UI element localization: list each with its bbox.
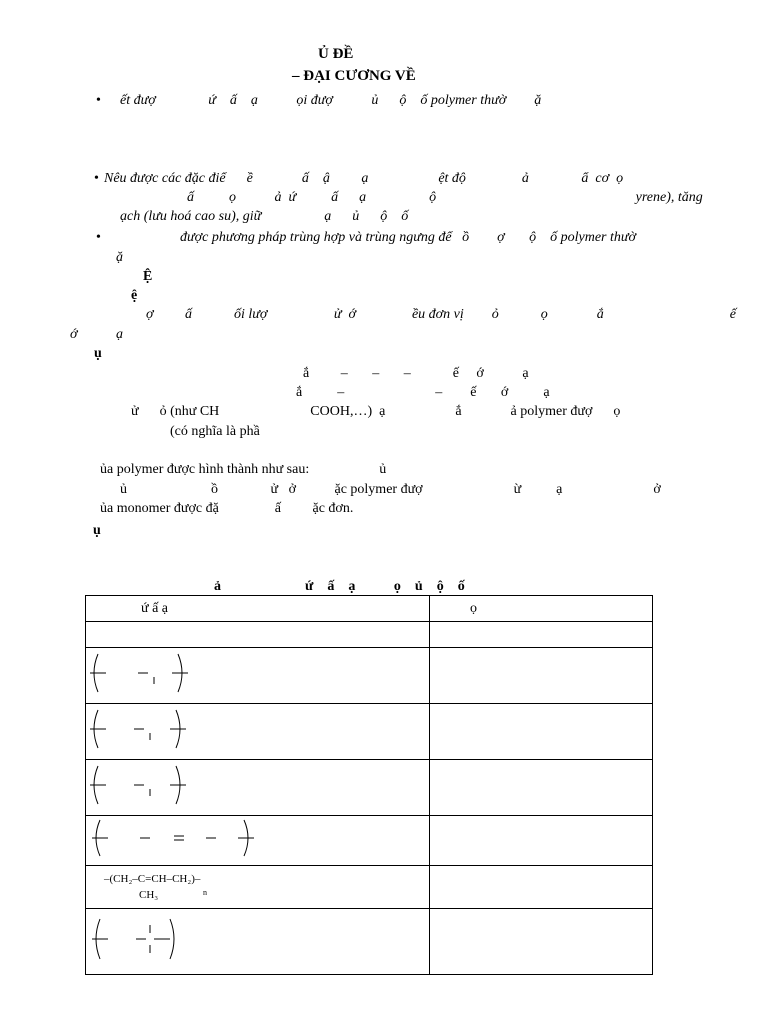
table-cell xyxy=(430,622,653,648)
structural-formula-icon xyxy=(86,760,206,810)
isoprene-formula: –(CH₂–C=CH–CH₂)– xyxy=(104,873,201,885)
table-cell xyxy=(86,622,430,648)
table-row xyxy=(86,909,653,975)
structure-line-1: ủa polymer được hình thành như sau: ủ xyxy=(100,462,387,477)
section-subheading-1: ệ xyxy=(131,288,138,303)
structure-line-3: ủa monomer được đặ ấ ặc đơn. xyxy=(100,501,354,516)
objective-2: Nêu được các đặc điể ề ấ ậ ạ ệt độ ả ẩ cơ ọ xyxy=(104,171,624,186)
example-line-2: ắ – – ế ớ ạ xyxy=(296,385,550,400)
bullet-3: • xyxy=(96,230,101,245)
table-cell xyxy=(430,866,653,909)
table-header-row xyxy=(86,596,653,622)
table-row xyxy=(86,648,653,704)
section-heading-2: ụ xyxy=(94,346,102,361)
table-row xyxy=(86,866,653,909)
table-cell-formula xyxy=(86,816,430,866)
structural-formula-icon xyxy=(86,909,206,969)
objective-1: ết đượ ứ ấ ạ ọi đượ ủ ộ ố polymer thườ ặ xyxy=(120,93,542,108)
example-line-4: (có nghĩa là phầ xyxy=(170,424,260,439)
section-heading-3: ụ xyxy=(93,523,101,538)
bullet-2: • xyxy=(94,171,99,186)
table-row xyxy=(86,760,653,816)
table-row xyxy=(86,816,653,866)
polymer-table xyxy=(85,595,653,975)
table-header-left: ứ ấ ạ xyxy=(86,596,430,622)
table-cell xyxy=(430,648,653,704)
objective-2-cont2: ạch (lưu hoá cao su), giữ ạ ủ ộ ố xyxy=(120,209,409,224)
definition-line-2: ớ ạ xyxy=(70,327,123,342)
title-line-2: – ĐẠI CƯƠNG VỀ xyxy=(292,68,416,84)
structure-line-2: ủ ồ ử ở ặc polymer đượ ừ ạ ở xyxy=(120,482,661,497)
table-cell-formula xyxy=(86,909,430,975)
example-line-1: ắ – – – ế ớ ạ xyxy=(303,366,529,381)
table-cell xyxy=(430,760,653,816)
structural-formula-icon xyxy=(86,704,206,754)
objective-3: được phương pháp trùng hợp và trùng ngưng để ồ ợ ộ ố polymer thườ xyxy=(180,230,636,245)
table-cell xyxy=(430,704,653,760)
table-cell-formula xyxy=(86,648,430,704)
table-caption: ả ứ ấ ạ ọ ủ ộ ố xyxy=(214,579,465,594)
structural-formula-icon xyxy=(86,648,206,698)
definition-line-1: ợ ấ ối lượ ử ớ ều đơn vị ỏ ọ ắ ế xyxy=(146,307,736,322)
section-heading-1: Ệ xyxy=(143,269,153,284)
table-cell-formula xyxy=(86,704,430,760)
table-row xyxy=(86,704,653,760)
example-line-3: ử ỏ (như CH COOH,…) ạ ắ ả polymer đượ ọ xyxy=(131,404,621,419)
table-row xyxy=(86,622,653,648)
objective-3-cont: ặ xyxy=(116,250,123,265)
structural-formula-icon xyxy=(86,816,266,860)
table-header-right: ọ xyxy=(430,596,653,622)
table-cell xyxy=(430,816,653,866)
table-cell xyxy=(430,909,653,975)
isoprene-subscript-n: n xyxy=(203,888,207,897)
objective-2-cont: ấ ọ ả ứ ấ ạ ộ yrene), tăng xyxy=(187,190,703,205)
isoprene-methyl: CH₃ xyxy=(139,889,159,901)
table-cell-formula xyxy=(86,760,430,816)
bullet-1: • xyxy=(96,93,101,108)
table-cell-formula-isoprene xyxy=(86,866,430,909)
title-line-1: Ủ ĐỀ xyxy=(318,46,354,62)
